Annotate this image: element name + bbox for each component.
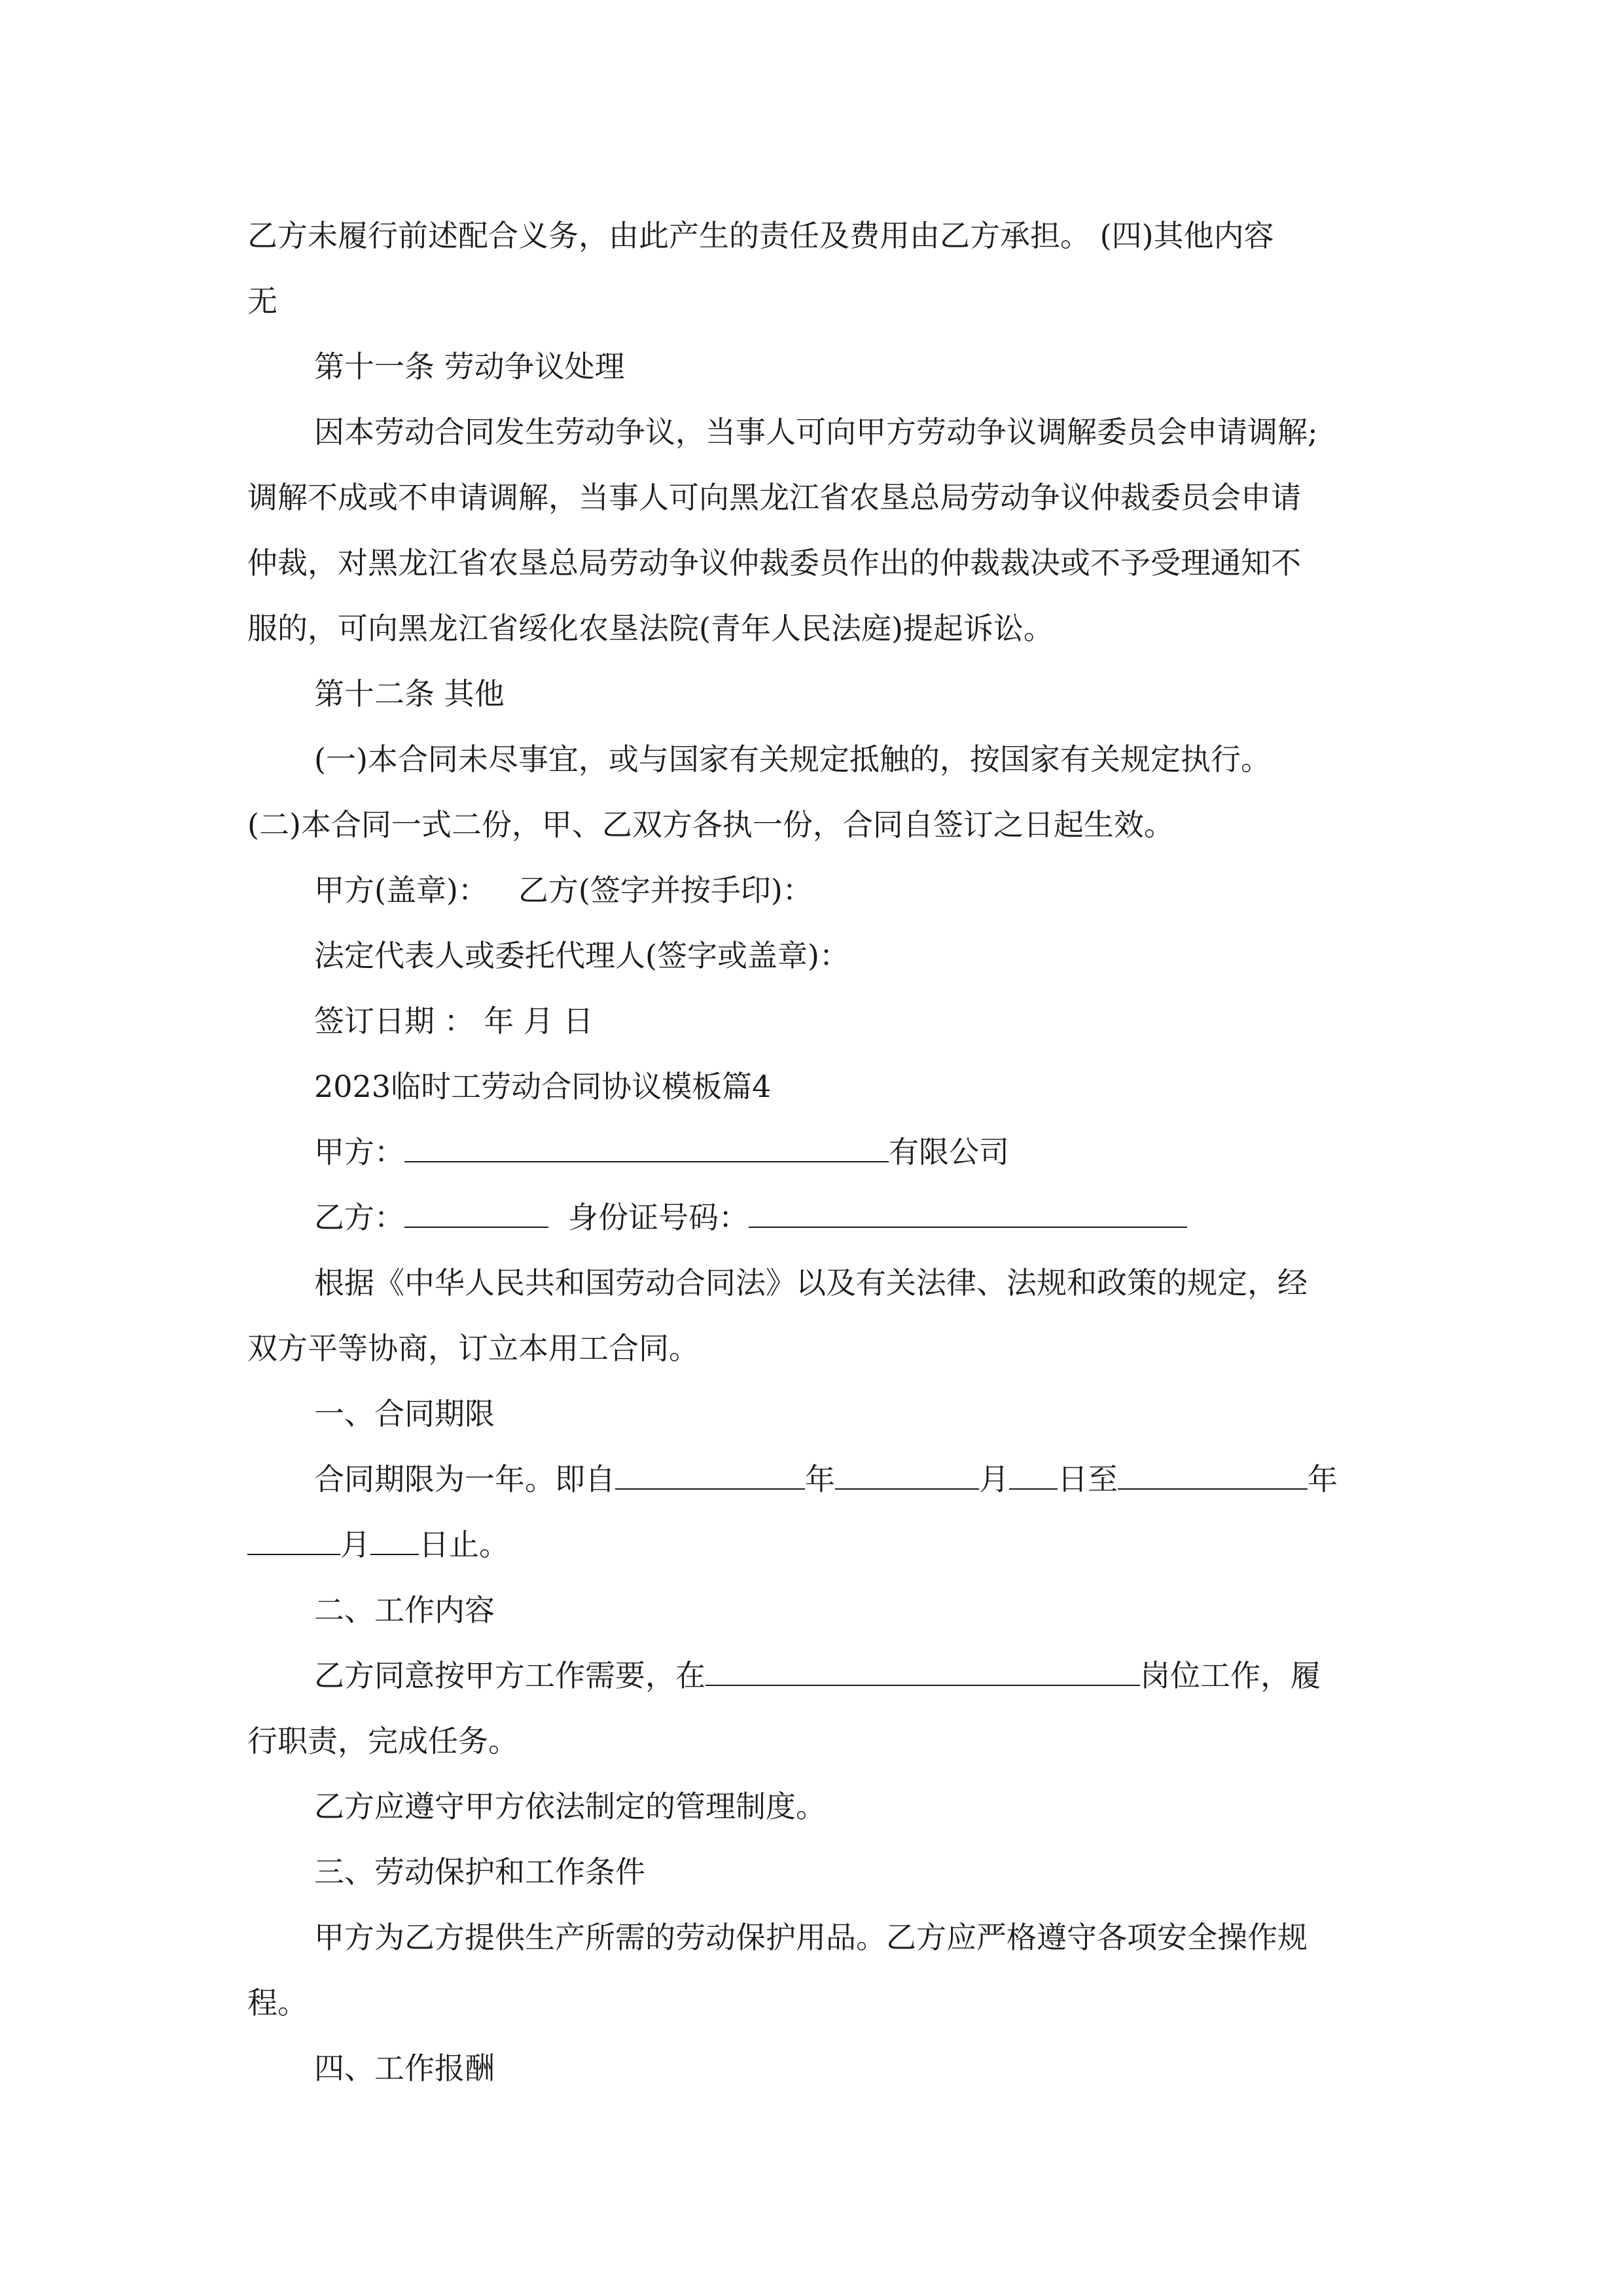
text-line: 因本劳动合同发生劳动争议，当事人可向甲方劳动争议调解委员会申请调解;: [314, 414, 1318, 450]
document-page: [247, 203, 1380, 2101]
id-number-blank[interactable]: [749, 1200, 1187, 1228]
article-12-title: 第十二条 其他: [314, 676, 505, 711]
start-day-blank[interactable]: [1009, 1462, 1058, 1490]
text-line: (二)本合同一式二份，甲、乙双方各执一份，合同自签订之日起生效。: [247, 807, 1174, 842]
month-text: 月: [340, 1527, 370, 1562]
job-position-line: [247, 1643, 1380, 1708]
job-text-2: 岗位工作，履: [1140, 1658, 1321, 1693]
legal-rep-line: 法定代表人或委托代理人(签字或盖章)：: [314, 938, 849, 973]
party-a-name-blank[interactable]: [404, 1135, 889, 1162]
day-to-text: 日至: [1058, 1462, 1118, 1497]
text-line: (一)本合同未尽事宜，或与国家有关规定抵触的，按国家有关规定执行。: [314, 742, 1271, 777]
year-text: 年: [1308, 1462, 1338, 1497]
id-number-label: 身份证号码：: [568, 1200, 749, 1235]
year-text: 年: [805, 1462, 835, 1497]
text-line: 根据《中华人民共和国劳动合同法》以及有关法律、法规和政策的规定，经: [314, 1265, 1308, 1300]
signature-line: [247, 857, 1380, 923]
text-line: 乙方未履行前述配合义务，由此产生的责任及费用由乙方承担。 (四)其他内容: [247, 218, 1274, 253]
text-line: 仲裁，对黑龙江省农垦总局劳动争议仲裁委员作出的仲裁裁决或不予受理通知不: [247, 545, 1301, 581]
party-a-label: 甲方：: [314, 1134, 404, 1170]
template-title: 2023临时工劳动合同协议模板篇4: [314, 1069, 772, 1104]
party-b-label: 乙方：: [314, 1200, 404, 1235]
party-b-sign-label: 乙方(签字并按手印)：: [518, 872, 813, 908]
end-month-blank[interactable]: [247, 1528, 340, 1555]
end-text: 日止。: [419, 1527, 509, 1562]
section-4-title: 四、工作报酬: [314, 2051, 495, 2086]
month-text: 月: [979, 1462, 1009, 1497]
text-line: 甲方为乙方提供生产所需的劳动保护用品。乙方应严格遵守各项安全操作规: [314, 1920, 1308, 1955]
section-3-title: 三、劳动保护和工作条件: [314, 1854, 645, 1890]
start-year-blank[interactable]: [615, 1462, 805, 1490]
job-text: 乙方同意按甲方工作需要，在: [314, 1658, 705, 1693]
text-line: 服的，可向黑龙江省绥化农垦法院(青年人民法庭)提起诉讼。: [247, 611, 1054, 646]
end-year-blank[interactable]: [1118, 1462, 1308, 1490]
party-a-line: [247, 1119, 1380, 1185]
party-b-line: [247, 1185, 1380, 1250]
party-a-suffix: 有限公司: [889, 1134, 1009, 1170]
text-line: 程。: [247, 1985, 308, 2020]
section-1-title: 一、合同期限: [314, 1396, 495, 1431]
job-position-blank[interactable]: [705, 1659, 1140, 1686]
start-month-blank[interactable]: [835, 1462, 979, 1490]
contract-term-line: [247, 1446, 1380, 1512]
party-a-seal-label: 甲方(盖章)：: [314, 872, 488, 908]
text-line: 行职责，完成任务。: [247, 1723, 518, 1759]
text-line: 无: [247, 283, 277, 319]
end-day-blank[interactable]: [370, 1528, 419, 1555]
party-b-name-blank[interactable]: [404, 1200, 548, 1228]
sign-date-line: 签订日期 ： 年 月 日: [314, 1003, 594, 1039]
article-11-title: 第十一条 劳动争议处理: [314, 349, 625, 384]
text-line: 双方平等协商，订立本用工合同。: [247, 1331, 699, 1366]
section-2-title: 二、工作内容: [314, 1592, 495, 1628]
text-line: 乙方应遵守甲方依法制定的管理制度。: [314, 1789, 826, 1824]
term-text: 合同期限为一年。即自: [314, 1462, 615, 1497]
text-line: 调解不成或不申请调解，当事人可向黑龙江省农垦总局劳动争议仲裁委员会申请: [247, 480, 1301, 515]
contract-term-line-2: [247, 1512, 1380, 1577]
